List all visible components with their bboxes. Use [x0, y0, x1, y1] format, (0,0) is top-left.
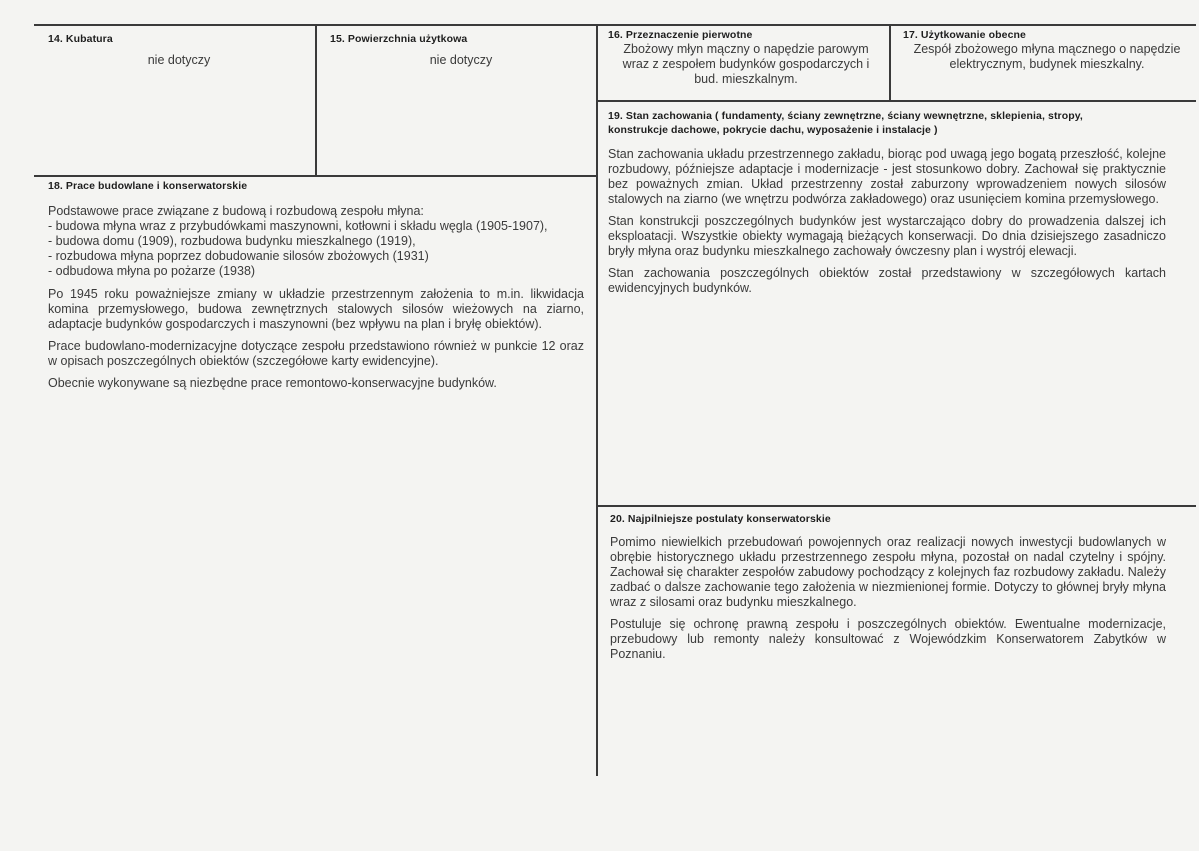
top-border [34, 24, 1196, 26]
field-przeznaczenie [608, 29, 884, 87]
kubatura-value: nie dotyczy [147, 53, 211, 67]
divider-14-15 [315, 24, 317, 175]
powierzchnia-value: nie dotyczy [429, 53, 493, 67]
stan-paragraph: Stan zachowania poszczególnych obiektów został przedstawiony w szczegółowych kartach ewidencyjnych budynków. [608, 266, 1166, 295]
prace-label: 18. Prace budowlane i konserwatorskie [48, 180, 248, 192]
postulaty-label: 20. Najpilniejsze postulaty konserwatorskie [610, 513, 831, 525]
prace-paragraph: Po 1945 roku poważniejsze zmiany w układzie przestrzennym założenia to m.in. likwidacja komina przemysłowego, budowa zewnętrznych stalowych silosów wieżowych na ziarno, adaptacje budynków gospodarczych i maszynowni (bez wpływu na plan i bryłę obiektów). [48, 287, 584, 331]
prace-paragraph: Obecnie wykonywane są niezbędne prace remontowo-konserwacyjne budynków. [48, 376, 497, 390]
powierzchnia-label: 15. Powierzchnia użytkowa [330, 33, 468, 45]
divider-row-14-18 [34, 175, 596, 177]
divider-left-right [596, 24, 598, 776]
divider-row-16-19 [596, 100, 1196, 102]
field-uzytkowanie [903, 29, 1191, 72]
prace-list [48, 204, 584, 279]
list-item: - rozbudowa młyna poprzez dobudowanie silosów zbożowych (1931) [48, 249, 429, 263]
list-item: Podstawowe prace związane z budową i rozbudową zespołu młyna: [48, 204, 424, 218]
divider-row-19-20 [596, 505, 1196, 507]
divider-16-17 [889, 24, 891, 100]
kubatura-label: 14. Kubatura [48, 33, 113, 45]
field-kubatura [48, 33, 310, 68]
list-item: - budowa domu (1909), rozbudowa budynku mieszkalnego (1919), [48, 234, 416, 248]
section-prace [48, 180, 584, 398]
uzytkowanie-label: 17. Użytkowanie obecne [903, 29, 1026, 41]
przeznaczenie-label: 16. Przeznaczenie pierwotne [608, 29, 753, 41]
list-item: - odbudowa młyna po pożarze (1938) [48, 264, 256, 278]
postulaty-paragraph: Pomimo niewielkich przebudowań powojennych oraz realizacji nowych inwestycji budowlanych w obrębie historycznego układu przestrzennego zespołu młyna, pozostał on nadal czytelny i spójny. Zachował się charakter zespołów zabudowy pochodzący z kolejnych faz rozbudowy zakładu. Należy zadbać o dalsze zachowanie tego założenia w niezmienionej formie. Dotyczy to głównej bryły młyna wraz z silosami oraz budynku mieszkalnego. [610, 535, 1166, 609]
przeznaczenie-value: Zbożowy młyn mączny o napędzie parowym wraz z zespołem budynków gospodarczych i bud. mieszkalnym. [622, 42, 870, 86]
section-postulaty [610, 513, 1166, 669]
stan-label: 19. Stan zachowania ( fundamenty, ściany zewnętrzne, ściany wewnętrzne, sklepienia, stropy, konstrukcje dachowe, pokrycie dachu, wyposażenie i instalacje ) [608, 110, 1083, 136]
list-item: - budowa młyna wraz z przybudówkami maszynowni, kotłowni i składu węgla (1905-1907), [48, 219, 548, 233]
prace-paragraph: Prace budowlano-modernizacyjne dotyczące zespołu przedstawiono również w punkcie 12 oraz w opisach poszczególnych obiektów (szczegółowe karty ewidencyjne). [48, 339, 584, 368]
field-powierzchnia [330, 33, 592, 68]
uzytkowanie-value: Zespół zbożowego młyna mącznego o napędzie elektrycznym, budynek mieszkalny. [913, 42, 1181, 71]
stan-paragraph: Stan konstrukcji poszczególnych budynków jest wystarczająco dobry do prowadzenia dalszej ich eksploatacji. Wszystkie obiekty wymagają bieżących konserwacji. Do dnia dzisiejszego zasadniczo bryły młyna oraz budynku mieszkalnego zachowały ówczesny plan i wystrój elewacji. [608, 214, 1166, 258]
section-stan [608, 109, 1166, 303]
postulaty-paragraph: Postuluje się ochronę prawną zespołu i poszczególnych obiektów. Ewentualne modernizacje, przebudowy lub remonty należy konsultować z Wojewódzkim Konserwatorem Zabytków w Poznaniu. [610, 617, 1166, 661]
stan-paragraph: Stan zachowania układu przestrzennego zakładu, biorąc pod uwagą jego bogatą przeszłość, kolejne rozbudowy, późniejsze adaptacje i modernizacje - jest stosunkowo dobry. Zachował się praktycznie bez poważnych zmian. Układ przestrzenny został zaburzony wprowadzeniem nowych silosów stalowych na ziarno (we wnętrzu podwórza zakładowego) oraz usunięciem komina przemysłowego. [608, 147, 1166, 206]
